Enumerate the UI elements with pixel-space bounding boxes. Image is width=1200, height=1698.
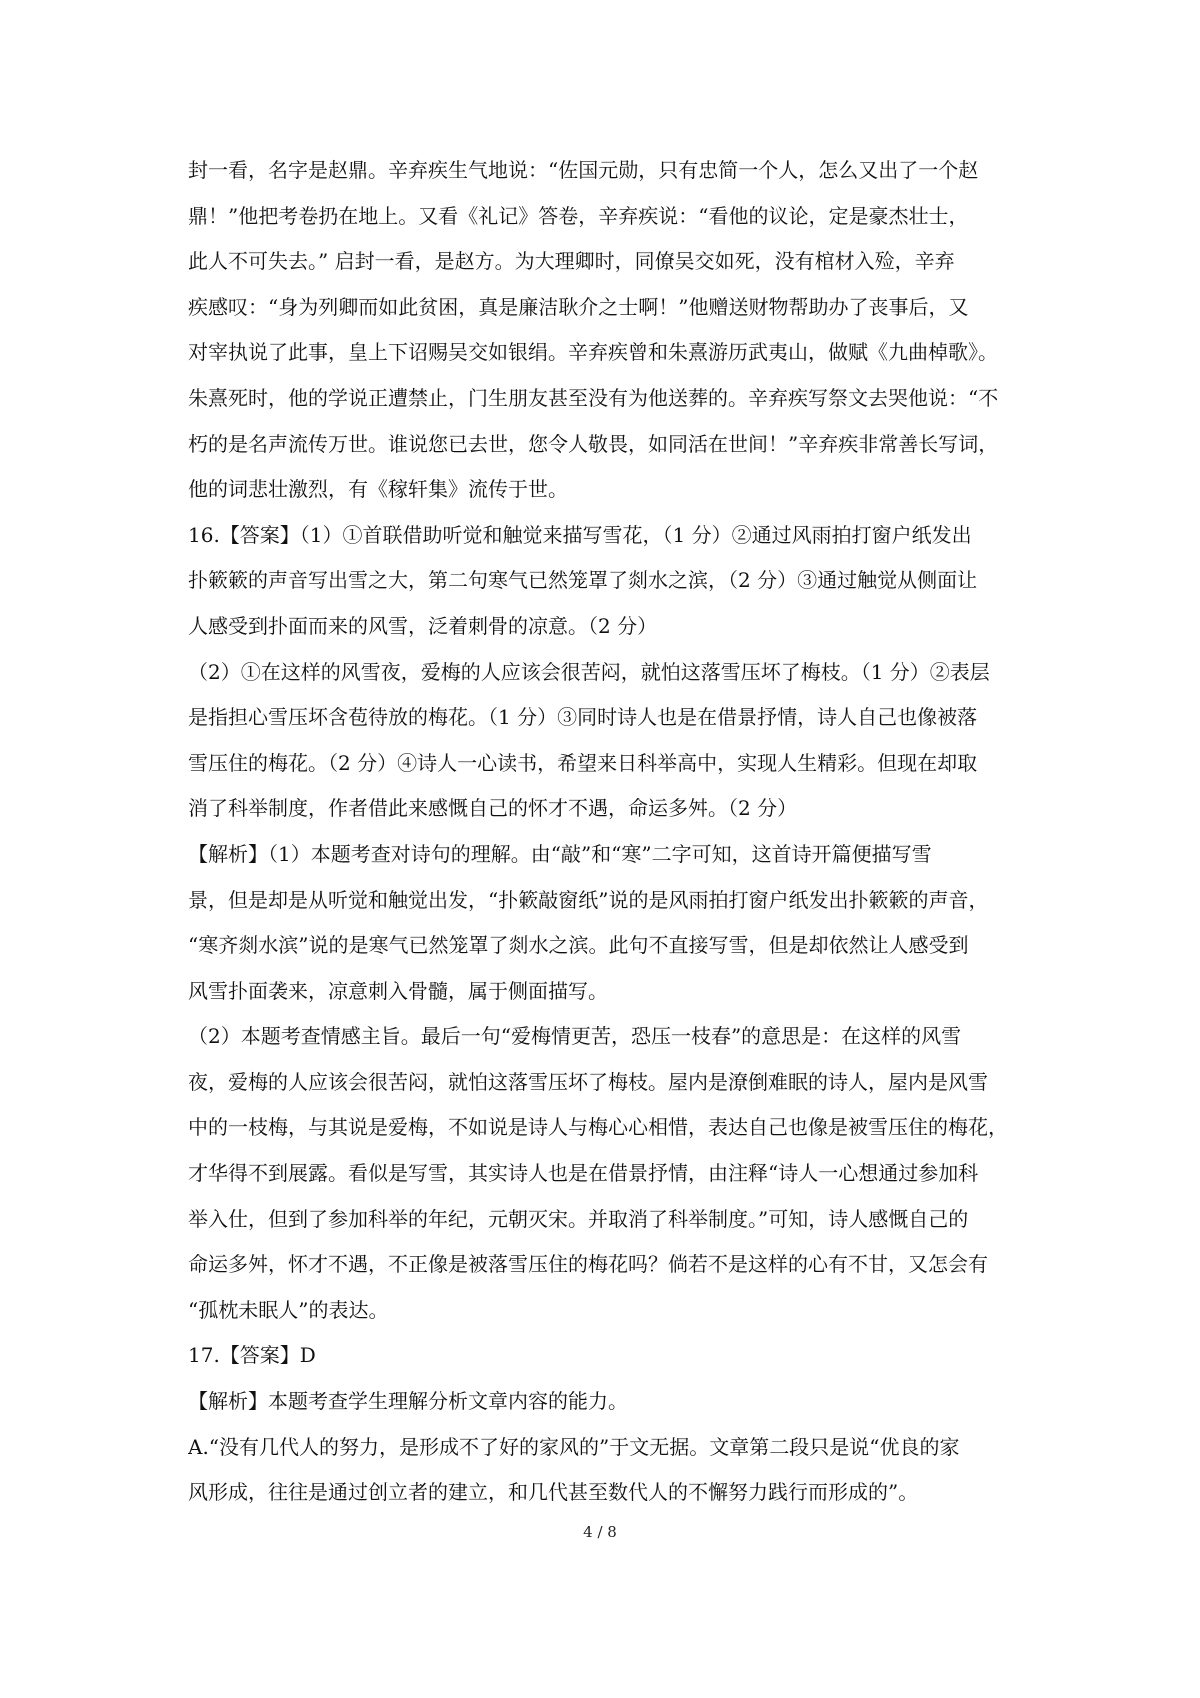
text-line: 夜，爱梅的人应该会很苦闷，就怕这落雪压坏了梅枝。屋内是潦倒难眠的诗人，屋内是风雪 <box>188 1069 988 1094</box>
text-line: 风形成，往往是通过创立者的建立，和几代甚至数代人的不懈努力践行而形成的”。 <box>188 1480 919 1505</box>
text-line: 才华得不到展露。看似是写雪，其实诗人也是在借景抒情，由注释“诗人一心想通过参加科 <box>188 1161 979 1186</box>
text-line: 朽的是名声流传万世。谁说您已去世，您令人敬畏，如同活在世间！”辛弃疾非常善长写词， <box>188 431 999 456</box>
text-line: 风雪扑面袭来，凉意刺入骨髓，属于侧面描写。 <box>188 978 608 1003</box>
text-line: 消了科举制度，作者借此来感慨自己的怀才不遇，命运多舛。（2 分） <box>188 796 798 821</box>
text-line: 疾感叹：“身为列卿而如此贫困，真是廉洁耿介之士啊！”他赠送财物帮助办了丧事后，又 <box>188 294 969 319</box>
text-line: 是指担心雪压坏含苞待放的梅花。（1 分）③同时诗人也是在借景抒情，诗人自己也像被落 <box>188 705 978 730</box>
analysis-16-heading-line: 【解析】（1）本题考查对诗句的理解。由“敲”和“寒”二字可知，这首诗开篇便描写雪 <box>188 841 932 866</box>
text-line: 人感受到扑面而来的风雪，泛着刺骨的凉意。（2 分） <box>188 613 658 638</box>
text-line: A.“没有几代人的努力，是形成不了好的家风的”于文无据。文章第二段只是说“优良的家 <box>188 1434 960 1459</box>
text-line: “寒齐剡水滨”说的是寒气已然笼罩了剡水之滨。此句不直接写雪，但是却依然让人感受到 <box>188 933 969 958</box>
text-line: 朱熹死时，他的学说正遭禁止，门生朋友甚至没有为他送葬的。辛弃疾写祭文去哭他说：“不 <box>188 385 999 410</box>
text-line: 举入仕，但到了参加科举的年纪，元朝灭宋。并取消了科举制度。”可知，诗人感慨自己的 <box>188 1206 969 1231</box>
answer-16-heading-line: 16.【答案】（1）①首联借助听觉和触觉来描写雪花，（1 分）②通过风雨拍打窗户纸发出 <box>188 522 972 547</box>
text-line: （2）本题考查情感主旨。最后一句“爱梅情更苦，恐压一枝春”的意思是：在这样的风雪 <box>188 1024 962 1049</box>
analysis-17-heading-line: 【解析】本题考查学生理解分析文章内容的能力。 <box>188 1389 628 1414</box>
text-line: 扑簌簌的声音写出雪之大，第二句寒气已然笼罩了剡水之滨，（2 分）③通过触觉从侧面让 <box>188 568 978 593</box>
text-line: （2）①在这样的风雪夜，爱梅的人应该会很苦闷，就怕这落雪压坏了梅枝。（1 分）②表层 <box>188 659 990 684</box>
answer-17-heading-line: 17.【答案】D <box>188 1343 316 1368</box>
answer-text-body <box>188 148 1028 1516</box>
text-line: 鼎！”他把考卷扔在地上。又看《礼记》答卷，辛弃疾说：“看他的议论，定是豪杰壮士， <box>188 203 969 228</box>
text-line: 中的一枝梅，与其说是爱梅，不如说是诗人与梅心心相惜，表达自己也像是被雪压住的梅花， <box>188 1115 1008 1140</box>
text-line: 景，但是却是从听觉和触觉出发，“扑簌敲窗纸”说的是风雨拍打窗户纸发出扑簌簌的声音， <box>188 887 989 912</box>
text-line: 他的词悲壮激烈，有《稼轩集》流传于世。 <box>188 477 568 502</box>
text-line: 雪压住的梅花。（2 分）④诗人一心读书，希望来日科举高中，实现人生精彩。但现在却取 <box>188 750 978 775</box>
text-line: 此人不可失去。” 启封一看，是赵方。为大理卿时，同僚吴交如死，没有棺材入殓，辛弃 <box>188 249 955 274</box>
text-line: 命运多舛，怀才不遇，不正像是被落雪压住的梅花吗？倘若不是这样的心有不甘，又怎会有 <box>188 1252 988 1277</box>
page-number: 4 / 8 <box>583 1523 617 1541</box>
text-line: 封一看，名字是赵鼎。辛弃疾生气地说：“佐国元勋，只有忠简一个人，怎么又出了一个赵 <box>188 158 979 182</box>
text-line: “孤枕未眠人”的表达。 <box>188 1297 389 1322</box>
text-line: 对宰执说了此事，皇上下诏赐吴交如银绢。辛弃疾曾和朱熹游历武夷山，做赋《九曲棹歌》。 <box>188 340 998 365</box>
